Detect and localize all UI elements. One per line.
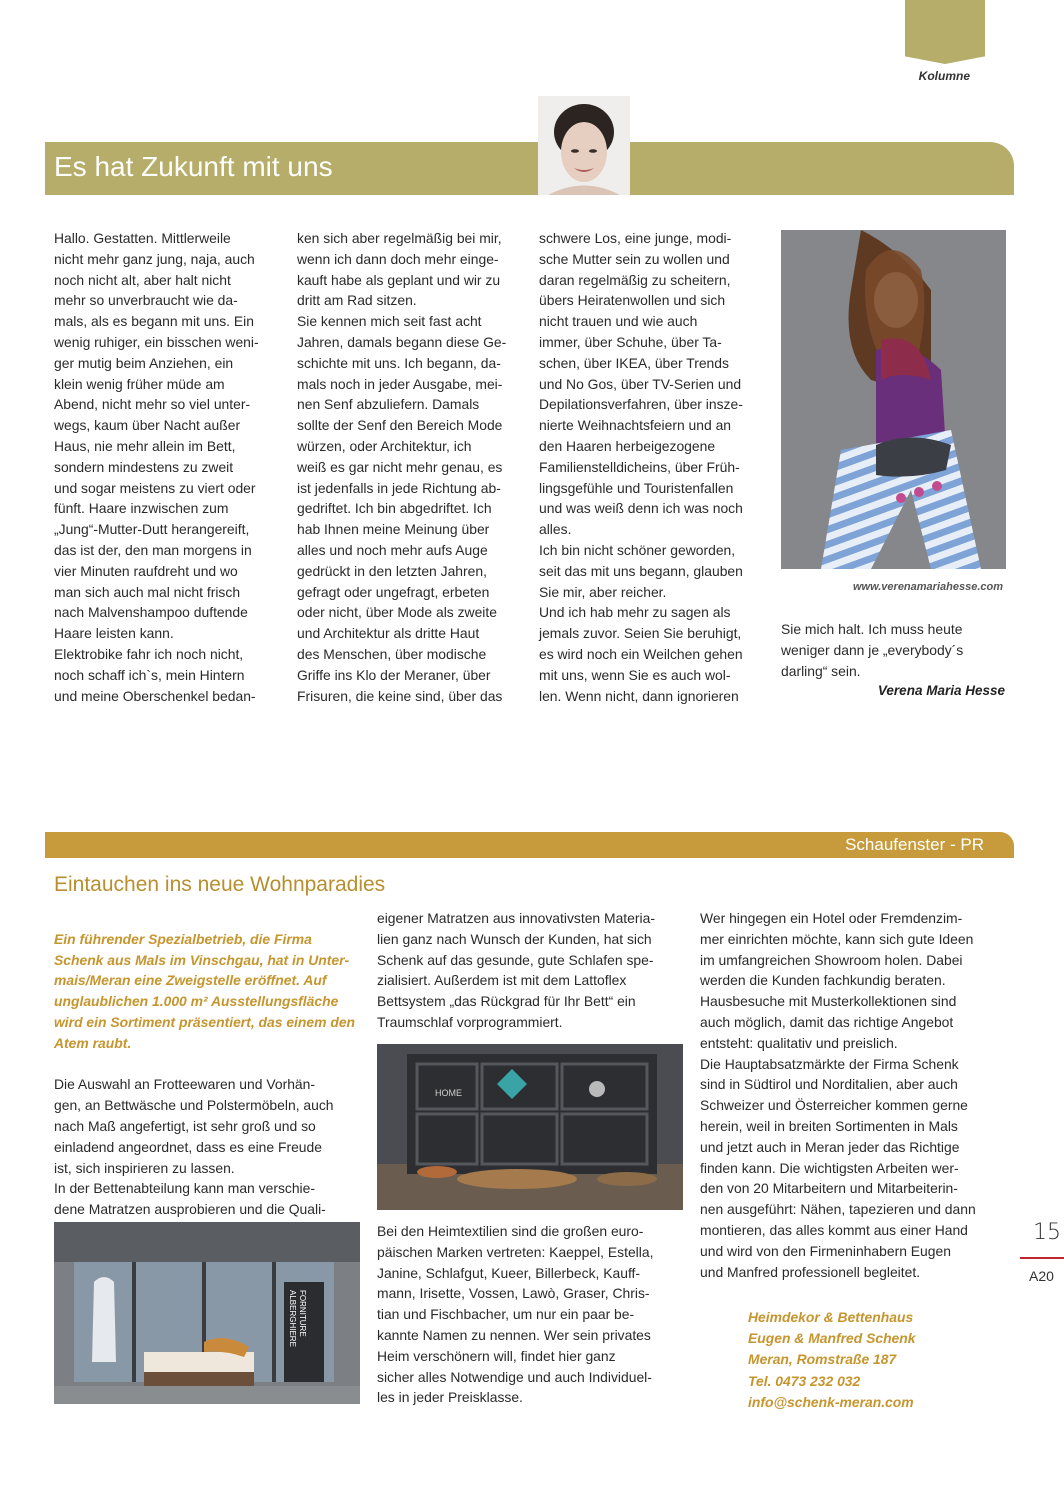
shelves-photo (377, 1044, 683, 1210)
pr-text-col2: eigener Matratzen aus innovativsten Materia- lien ganz nach Wunsch der Kunden, hat sich Schenk auf das gesunde, gute Schlafen spe- zialisiert. Außerdem ist mit dem Lattoflex Bettsystem „das Rückgrad für Ihr Bett“ ein Traumschlaf vorprogrammiert. (377, 910, 655, 1030)
pr-text-col2b: Bei den Heimtextilien sind die großen euro- päischen Marken vertreten: Kaeppel, Estella, Janine, Schlafgut, Kueer, Billerbeck, Kauff- mann, Irisette, Vossen, Lawò, Graser, Chris- tian und Fischbacher, um nur ein paar be- kannte Namen zu nennen. Wer sein privates Heim verschönern will, findet hier ganz sicher alles Notwendige und auch Individuel- les in jeder Preisklasse. (377, 1223, 654, 1406)
pr-body-col1: Die Auswahl an Frotteewaren und Vorhän- gen, an Bettwäsche und Polstermöbeln, auch nach Maß angefertigt, ist sehr groß und so einladend angeordnet, dass es eine Freude ist, sich inspirieren zu lassen. In der Bettenabteilung kann man verschie- dene Matratzen ausprobieren und die Quali- (54, 1076, 334, 1218)
pr-section-label: Schaufenster - PR (845, 835, 984, 854)
section-label: Kolumne (918, 69, 970, 83)
section-tab (905, 0, 985, 64)
column-text-col1: Hallo. Gestatten. Mittlerweile nicht mehr ganz jung, naja, auch noch nicht alt, aber halt nicht mehr so unverbraucht wie da- mals, als es begann mit uns. Ein wenig ruhiger, ein bisschen weni- ger mutig beim Anziehen, ein klein wenig früher müde am Abend, nicht mehr so viel unter- wegs, kaum über Nacht außer Haus, nie mehr allein im Bett, sondern mindestens zu zweit und sogar meistens zu viert oder fünft. Haare inzwischen zum „Jung“-Mutter-Dutt herangereift, das ist der, den man morgens in vier Minuten raufdreht und wo man sich auch mal nicht frisch nach Malvenshampoo duftende Haare leisten kann. Elektrobike fahr ich noch nicht, noch schaff ich`s, mein Hintern und meine Oberschenkel bedan- (54, 230, 259, 704)
column-text-col2: ken sich aber regelmäßig bei mir, wenn ich dann doch mehr einge- kauft habe als geplant und wir zu dritt am Rad sitzen. Sie kennen mich seit fast acht Jahren, damals begann diese Ge- schichte mit uns. Ich begann, da- mals noch in jeder Ausgabe, mei- nen Senf abzuliefern. Damals sollte der Senf den Bereich Mode würzen, oder Architektur, ich weiß es gar nicht mehr genau, es ist jedenfalls in jede Richtung ab- gedriftet. Ich bin abgedriftet. Ich hab Ihnen meine Meinung über alles und noch mehr aufs Auge gedrückt in den letzten Jahren, gefragt oder ungefragt, erbeten oder nicht, über Mode als zweite und Architektur als dritte Haut des Menschen, über modische Griffe ins Klo der Meraner, über Frisuren, die keine sind, über das (297, 230, 507, 704)
page-code: A20 (1029, 1268, 1054, 1284)
page-number: 15 (1033, 1220, 1061, 1245)
shop-sign-1: FORNITURE (298, 1290, 307, 1337)
showroom-photo (54, 1222, 360, 1404)
column-title: Es hat Zukunft mit uns (54, 151, 333, 182)
column-text-col3: schwere Los, eine junge, modi- sche Mutter sein zu wollen und daran regelmäßig zu scheitern, übers Heiratenwollen und sich nicht trauen und wie auch immer, über Schuhe, über Ta- schen, über IKEA, über Trends und No Gos, über TV-Serien und Depilationsverfahren, über insze- nierte Weihnachtsfeiern und an den Haaren herbeigezogene Familienstelldicheins, über Früh- lingsgefühle und Touristenfallen und was weiß denn ich was noch alles. Ich bin nicht schöner geworden, seit das mit uns begann, glauben Sie mir, aber reicher. Und ich hab mehr zu sagen als jemals zuvor. Seien Sie beruhigt, es wird noch ein Weilchen gehen mit uns, wenn Sie es auch wol- len. Wenn nicht, dann ignorieren (539, 230, 743, 704)
pr-text-col3: Wer hingegen ein Hotel oder Fremdenzim- mer einrichten möchte, kann sich gute Ideen im umfangreichen Showroom holen. Dabei werden die Kunden fachkundig beraten. Hausbesuche mit Musterkollektionen sind auch möglich, damit das richtige Angebot entsteht: qualitativ und preislich. Die Hauptabsatzmärkte der Firma Schenk sind in Südtirol und Norditalien, aber auch Schweizer und Österreicher kommen gerne herein, weil in breiten Sortimenten in Mals und jetzt auch in Meran jeder das Richtige finden kann. Die wichtigsten Arbeiten wer- den von 20 Mitarbeitern und Mitarbeiterin- nen ausgeführt: Nähen, tapezieren und dann montieren, das alles kommt aus einer Hand und wird von den Firmeninhabern Eugen und Manfred professionell begleitet. (700, 910, 976, 1280)
author-photo (781, 230, 1006, 569)
pr-article-title: Eintauchen ins neue Wohnparadies (54, 873, 386, 896)
pr-contact-block: Heimdekor & Bettenhaus Eugen & Manfred Schenk Meran, Romstraße 187 Tel. 0473 232 032 info@schenk-meran.com (748, 1309, 916, 1410)
column-text-col4: Sie mich halt. Ich muss heute weniger dann je „everybody´s darling“ sein. (781, 621, 964, 679)
page-number-rule (1020, 1257, 1064, 1259)
pr-intro: Ein führender Spezialbetrieb, die Firma Schenk aus Mals im Vinschgau, hat in Unter- mais/Meran eine Zweigstelle eröffnet. Auf unglaublichen 1.000 m² Ausstellungsfläche wird ein Sortiment präsentiert, das einem den Atem raubt. (54, 930, 356, 1051)
photo-caption: www.verenamariahesse.com (852, 581, 1003, 593)
shop-sign-2: ALBERGHIERE (288, 1290, 297, 1347)
author-signature: Verena Maria Hesse (877, 683, 1005, 698)
author-portrait-image (538, 96, 630, 195)
shelf-sign: HOME (435, 1088, 462, 1098)
